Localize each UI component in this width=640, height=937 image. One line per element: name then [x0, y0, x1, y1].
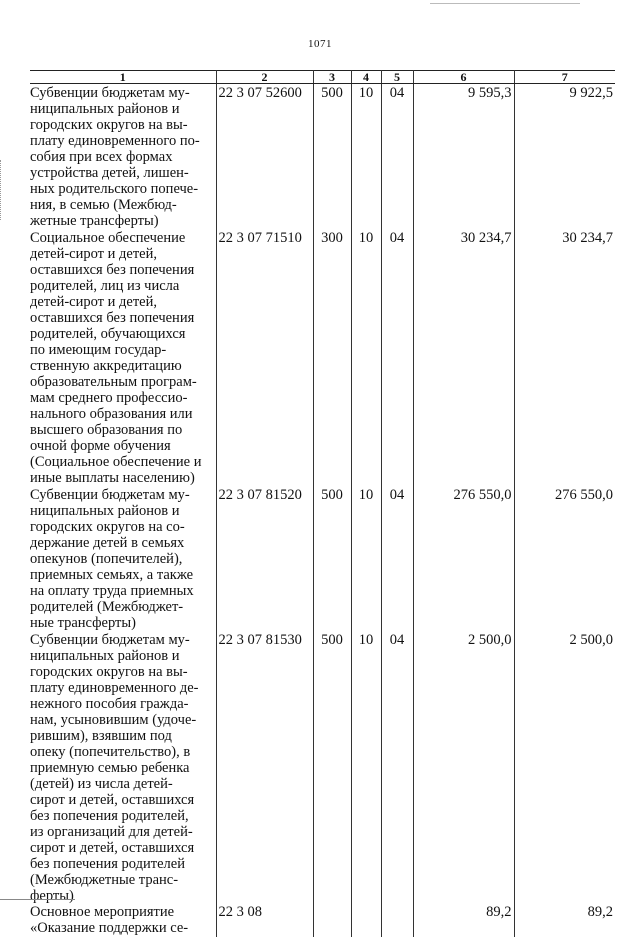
item-name [30, 486, 216, 631]
name-line: нежного пособия гражда- [30, 696, 189, 712]
header-col-6: 6 [413, 71, 514, 84]
name-line: из организаций для детей- [30, 824, 193, 840]
target-code: 22 3 07 71510 [216, 229, 313, 486]
subsection: 04 [381, 229, 413, 486]
budget-table [30, 70, 615, 937]
name-line: (Межбюджетные транс- [30, 872, 179, 888]
name-line: сирот и детей, оставшихся [30, 840, 195, 856]
target-code: 22 3 07 52600 [216, 84, 313, 230]
amount-col-7: 30 234,7 [514, 229, 615, 486]
page-number: 1071 [308, 38, 332, 50]
name-line: ниципальных районов и [30, 101, 180, 117]
target-code: 22 3 07 81530 [216, 631, 313, 904]
section: 10 [351, 229, 381, 486]
name-line: Субвенции бюджетам му- [30, 487, 190, 503]
subsection: 04 [381, 631, 413, 904]
name-line: Основное мероприятие [30, 904, 175, 920]
name-line: детей-сирот и детей, [30, 294, 157, 310]
section [351, 904, 381, 937]
amount-col-7: 89,2 [514, 904, 615, 937]
name-line: (детей) из числа детей- [30, 776, 173, 792]
name-line: приемную семью ребенка [30, 760, 190, 776]
name-line: без попечения родителей [30, 856, 185, 872]
name-line: ферты) [30, 888, 74, 904]
amount-col-6: 2 500,0 [413, 631, 514, 904]
table-row [30, 904, 615, 937]
target-code: 22 3 07 81520 [216, 486, 313, 631]
header-col-2: 2 [216, 71, 313, 84]
table-row [30, 486, 615, 631]
name-line: образовательным програм- [30, 374, 197, 390]
name-line: оставшихся без попечения [30, 262, 195, 278]
table-row [30, 229, 615, 486]
name-line: оставшихся без попечения [30, 310, 195, 326]
name-line: городских округов на со- [30, 519, 185, 535]
section: 10 [351, 631, 381, 904]
subsection [381, 904, 413, 937]
name-line: по имеющим государ- [30, 342, 167, 358]
subsection: 04 [381, 486, 413, 631]
name-line: устройства детей, лишен- [30, 165, 189, 181]
name-line: Субвенции бюджетам му- [30, 85, 190, 101]
name-line: ственную аккредитацию [30, 358, 182, 374]
name-line: «Оказание поддержки се- [30, 920, 189, 936]
header-col-7: 7 [514, 71, 615, 84]
footnote-rule [0, 899, 75, 900]
name-line: (Социальное обеспечение и [30, 454, 202, 470]
header-row [30, 71, 615, 84]
expense-type: 300 [313, 229, 351, 486]
item-name [30, 229, 216, 486]
item-name [30, 904, 216, 937]
expense-type: 500 [313, 631, 351, 904]
expense-type [313, 904, 351, 937]
name-line: высшего образования по [30, 422, 183, 438]
name-line: без попечения родителей, [30, 808, 189, 824]
name-line: плату единовременного по- [30, 133, 200, 149]
amount-col-6: 9 595,3 [413, 84, 514, 230]
name-line: Субвенции бюджетам му- [30, 632, 190, 648]
header-col-5: 5 [381, 71, 413, 84]
item-name [30, 631, 216, 904]
amount-col-7: 9 922,5 [514, 84, 615, 230]
name-line: опекунов (попечителей), [30, 551, 183, 567]
target-code: 22 3 08 [216, 904, 313, 937]
section: 10 [351, 84, 381, 230]
header-col-3: 3 [313, 71, 351, 84]
item-name [30, 84, 216, 230]
expense-type: 500 [313, 486, 351, 631]
amount-col-6: 276 550,0 [413, 486, 514, 631]
name-line: приемных семьях, а также [30, 567, 194, 583]
name-line: родителей, лиц из числа [30, 278, 180, 294]
subsection: 04 [381, 84, 413, 230]
name-line: ниципальных районов и [30, 648, 180, 664]
name-line: нального образования или [30, 406, 193, 422]
name-line: держание детей в семьях [30, 535, 185, 551]
name-line: родителей (Межбюджет- [30, 599, 184, 615]
name-line: собия при всех формах [30, 149, 173, 165]
name-line: городских округов на вы- [30, 117, 188, 133]
name-line: детей-сирот и детей, [30, 246, 157, 262]
name-line: ния, в семью (Межбюд- [30, 197, 177, 213]
name-line: иные выплаты населению) [30, 470, 195, 486]
amount-col-6: 30 234,7 [413, 229, 514, 486]
table-row [30, 84, 615, 230]
header-col-1: 1 [30, 71, 216, 84]
header-col-4: 4 [351, 71, 381, 84]
name-line: опеку (попечительство), в [30, 744, 191, 760]
name-line: ных родительского попече- [30, 181, 199, 197]
name-line: родителей, обучающихся [30, 326, 186, 342]
name-line: нам, усыновившим (удоче- [30, 712, 197, 728]
section: 10 [351, 486, 381, 631]
name-line: ные трансферты) [30, 615, 136, 631]
expense-type: 500 [313, 84, 351, 230]
name-line: жетные трансферты) [30, 213, 159, 229]
amount-col-7: 2 500,0 [514, 631, 615, 904]
name-line: рившим), взявшим под [30, 728, 172, 744]
name-line: городских округов на вы- [30, 664, 188, 680]
name-line: плату единовременного де- [30, 680, 199, 696]
name-line: мам среднего профессио- [30, 390, 188, 406]
name-line: очной форме обучения [30, 438, 171, 454]
name-line: ниципальных районов и [30, 503, 180, 519]
top-rule [430, 3, 580, 4]
name-line: Социальное обеспечение [30, 230, 186, 246]
name-line: сирот и детей, оставшихся [30, 792, 195, 808]
amount-col-7: 276 550,0 [514, 486, 615, 631]
margin-marks [0, 160, 4, 220]
amount-col-6: 89,2 [413, 904, 514, 937]
name-line: на оплату труда приемных [30, 583, 194, 599]
table-row [30, 631, 615, 904]
